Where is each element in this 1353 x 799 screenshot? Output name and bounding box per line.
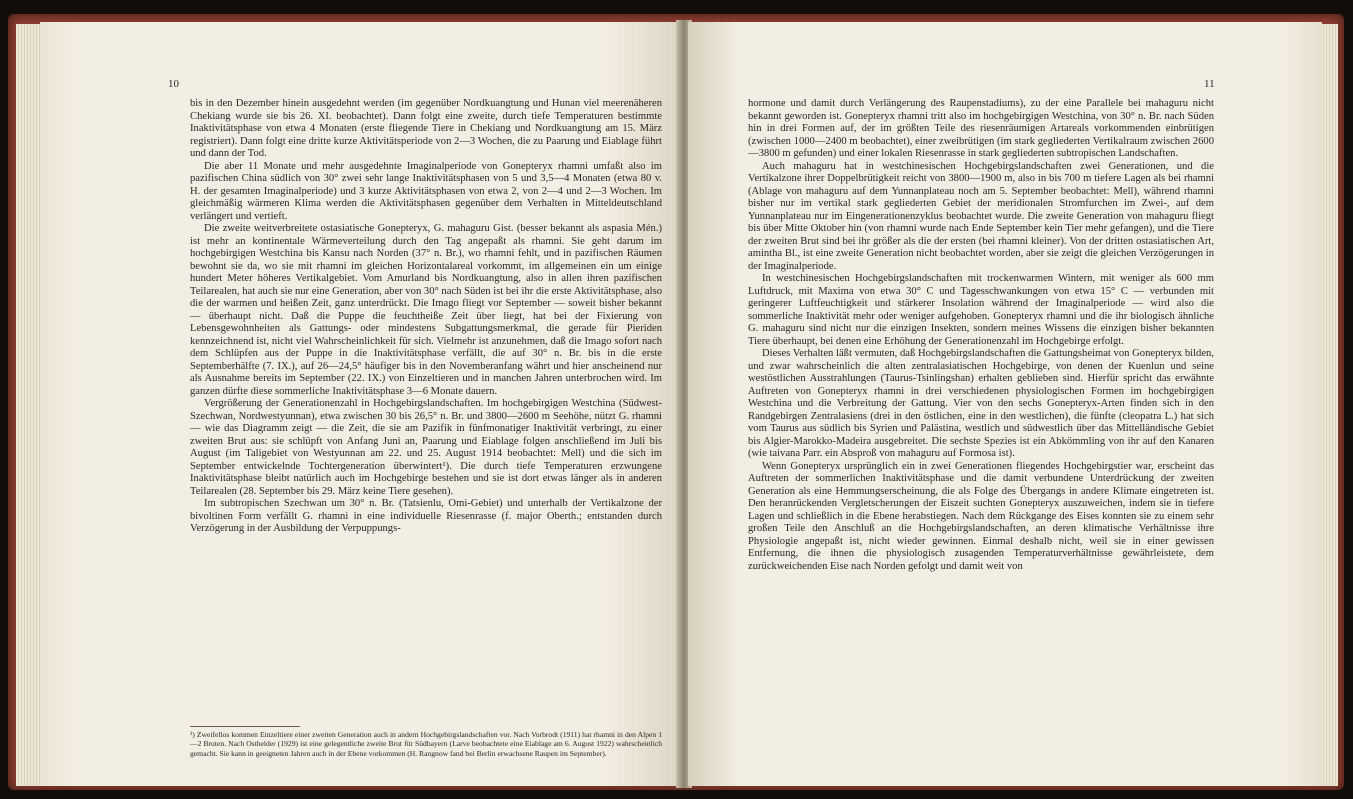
paragraph: Dieses Verhalten läßt vermuten, daß Hochgebirgslandschaften die Gattungsheimat von Gonepteryx bilden, und zwar wahrscheinlich die alten zentralasiatischen Hochgebirge, von denen der Kuenlun und seine westöstlichen Ausstrahlungen (Taurus-Tsinlingshan) erhalten geblieben sind. Hierfür spricht das erwähnte Auftreten von Gonepteryx rhamni in drei verschiedenen physiologischen Formen im hochgebirgigen Westchina und die Verbreitung der Gattung. Vier von den sechs Gonepteryx-Arten finden sich in den Randgebirgen Zentralasiens (drei in den östlichen, eine in den westlichen), die fünfte (cleopatra L.) hat sich vom Taurus aus südlich bis Syrien und Palästina, westlich und südwestlich über das Mittelländische Gebiet bis Algier-Marokko-Madeira ausgebreitet. Die sechste Spezies ist ein Abkömmling von ihr auf den Kanaren (wie taivana Parr. ein Absproß von mahaguru auf Formosa ist). <box>748 348 1214 459</box>
page-edges-right <box>1320 24 1338 786</box>
paragraph: hormone und damit durch Verlängerung des Raupenstadiums), zu der eine Parallele bei mahaguru nicht bekannt geworden ist. Gonepteryx rhamni tritt also im hochgebirgigen Westchina, von 30° n. Br. nach Süden hin in drei Formen auf, der im größten Teile des riesenräumigen Artareals vorkommenden einbrütigen (zwischen 1000—2400 m beobachtet), einer zweibrütigen (im stark gegliederten Vertikalraum zwischen 2600—3800 m gefunden) und einer lokalen Riesenrasse in stark gegliederten subtropischen Landschaften. <box>748 98 1214 159</box>
right-page <box>688 22 1322 786</box>
paragraph: Die zweite weitverbreitete ostasiatische Gonepteryx, G. mahaguru Gist. (besser bekannt als aspasia Mén.) ist mehr an kontinentale Wärmeverteilung durch den Tag angepaßt als rhamni. Sie geht darum im hochgebirgigen Westchina bis Kansu nach Norden (37° n. Br.), wo rhamni fehlt, und in pazifischen Räumen bewohnt sie da, wo sie mit rhamni im gleichen Horizontalareal vorkommt, im allgemeinen ein um einige hundert Meter höheres Vertikalgebiet. Vom Amurland bis Nordkuangtung, also in allen ihren pazifischen Teilarealen, hat auch sie nur eine Generation, aber von 30° nach Süden ist bei ihr die erste Aktivitätsphase, also die der warmen und heißen Zeit, ganz unterdrückt. Die Imago fliegt vor September — soweit bisher bekannt — überhaupt nicht. Daß die Puppe die feuchtheiße Zeit über liegt, hat bei der Fixierung von Lebensgewohnheiten als Gattungs- oder mindestens Subgattungsmerkmal, die gerade für Pieriden kennzeichnend ist, nicht viel Wahrscheinlichkeit für sich. Vielmehr ist anzunehmen, daß die Imago sofort nach dem Schlüpfen aus der Puppe in die Inaktivitätsphase verfällt, die auf 30° n. Br. bis in die erste Septemberhälfte (7. IX.), auf 26—24,5° häufiger bis in den Novemberanfang währt und hier anscheinend nur als Ausnahme bereits im September (22. IX.) von Einzeltieren und in manchen Jahren unterbrochen wird. Im ganzen dürfte diese sommerliche Inaktivitätsphase 3—6 Monate dauern. <box>190 223 662 397</box>
paragraph: In westchinesischen Hochgebirgslandschaften mit trockenwarmen Wintern, mit weniger als 600 mm Luftdruck, mit Maxima von etwa 30° C und Tagesschwankungen von etwa 15° C — verbunden mit geringerer Luftfeuchtigkeit und stärkerer Insolation während der Imaginalperiode — wird also die sommerliche Inaktivität mehr oder weniger aufgehoben. Gonepteryx rhamni und die ihr biologisch ähnliche G. mahaguru sind nicht nur die einzigen Insekten, sondern meines Wissens die einzigen bisher bekannten Tiere überhaupt, bei denen eine Erhöhung der Generationenzahl im Hochgebirge erfolgt. <box>748 273 1214 347</box>
body-text <box>190 98 662 536</box>
paragraph: bis in den Dezember hinein ausgedehnt werden (im gegenüber Nordkuangtung und Hunan viel meerenäheren Chekiang wurde sie bis 26. XI. beobachtet). Dann folgt eine zweite, durch tiefe Temperaturen bestimmte Inaktivitätsphase von etwa 4 Monaten (erste fliegende Tiere in Chekiang und Nordkuangtung am 15. März registriert). Dann folgt eine dritte kurze Aktivitätsperiode von 2—3 Wochen, die zu Paarung und Eiablage führt und dann der Tod. <box>190 98 662 159</box>
page-number: 11 <box>1204 78 1215 90</box>
footnote-rule <box>190 726 300 727</box>
paragraph: Auch mahaguru hat in westchinesischen Hochgebirgslandschaften zwei Generationen, und die Vertikalzone ihrer Doppelbrütigkeit reicht von 3800—1900 m, also in bis 700 m tiefere Lagen als bei rhamni (Ablage von mahaguru auf dem Yunnanplateau noch am 5. September beobachtet: Mell), während rhamni bisher nur im vertikal stark gegliederten Gebiet der meridionalen Stromfurchen im Zwei-, auf dem Yunnanplateau nur im Eingenerationenzyklus beobachtet wurde. Die zweite Generation von mahaguru fliegt bis über Mitte Oktober hin (von rhamni wurde nach Ende September kein Tier mehr gefangen), und die Tiere der zweiten Brut sind bei ihr größer als die der ersten (bei rhamni kleiner). Von der dritten ostasiatischen Art, amintha Bl., ist eine zweite Generation nicht beobachtet worden, aber sie zeigt die gleichen Verzögerungen in der Imaginalperiode. <box>748 160 1214 272</box>
left-page <box>40 22 680 786</box>
paragraph: Vergrößerung der Generationenzahl in Hochgebirgslandschaften. Im hochgebirgigen Westchina (Südwest-Szechwan, Nordwestyunnan), etwa zwischen 30 bis 26,5° n. Br. und 3800—2600 m Seehöhe, nützt G. rhamni — wie das Diagramm zeigt — die Zeit, die sie am Pazifik in fünfmonatiger Inaktivität verbringt, zu einer zweiten Brut aus: sie schlüpft von Anfang Juni an, Paarung und Eiablage folgen anschließend im Juli bis August (im Taligebiet von Westyunnan am 22. und 25. August 1914 beobachtet: Mell) und die sich im September entwickelnde Tochtergeneration überwintert¹). Die durch tiefe Temperaturen erzwungene Inaktivitätsphase bleibt natürlich auch im Hochgebirge bestehen und sie ist dort etwas länger als in anderen Teilarealen (28. September bis 29. März keine Tiere gesehen). <box>190 398 662 497</box>
paragraph: Die aber 11 Monate und mehr ausgedehnte Imaginalperiode von Gonepteryx rhamni umfaßt also im pazifischen China südlich von 30° zwei sehr lange Inaktivitätsphasen von 5 und 3,5—4 Monaten (etwa 80 v. H. der gesamten Imaginalperiode) und 3 kurze Aktivitätsphasen von etwa 2, von 2—4 und 2—3 Wochen. Im gleichmäßig wärmeren Klima werden die Aktivitätsphasen gegenüber dem Verhalten in Mitteldeutschland verlängert und vertieft. <box>190 160 662 222</box>
paragraph: Im subtropischen Szechwan um 30° n. Br. (Tatsienlu, Omi-Gebiet) und unterhalb der Vertikalzone der bivoltinen Form verfällt G. rhamni in eine individuelle Riesenrasse (f. major Oberth.; entstanden durch Verzögerung in der Ausbildung der Verpuppungs- <box>190 498 662 534</box>
page-number: 10 <box>168 78 179 90</box>
body-text <box>748 98 1214 573</box>
footnote: ¹) Zweifellos kommen Einzeltiere einer zweiten Generation auch in andern Hochgebirgslandschaften vor. Nach Vorbrodt (1911) hat rhamni in den Alpen 1—2 Bruten. Nach Osthelder (1929) ist eine gelegentliche zweite Brut für Südbayern (Larve beobachtete eine Eiablage am 6. August 1922) wahrscheinlich gemacht. Sie kann in geeigneten Jahren auch in der Ebene vorkommen (H. Rangnow fand bei Berlin erwachsene Raupen im September). <box>190 730 662 758</box>
paragraph: Wenn Gonepteryx ursprünglich ein in zwei Generationen fliegendes Hochgebirgstier war, erscheint das Auftreten der sommerlichen Inaktivitätsphase und die damit verbundene Unterdrückung der zweiten Generation als eine Hemmungserscheinung, die als Folge des Übergangs in andere Klimate eingetreten ist. Den heranrückenden Vergletscherungen der Eiszeit suchten Gonepteryx auszuweichen, indem sie in tiefere Lagen und schließlich in die Ebene herabstiegen. Nach dem Rückgange des Eises konnten sie zu einem sehr großen Teile den Anschluß an die Hochgebirgslandschaften, an deren klimatische Verhältnisse ihre Physiologie angepaßt ist, nicht wieder gewinnen. Einmal deshalb nicht, weil sie in einer gewissen Entfernung, die ihnen die physiologisch zusagenden Temperaturverhältnisse gewährleistete, dem zurückweichenden Eise nach Norden gefolgt und damit weit von <box>748 460 1214 572</box>
page-edges-left <box>16 24 42 786</box>
